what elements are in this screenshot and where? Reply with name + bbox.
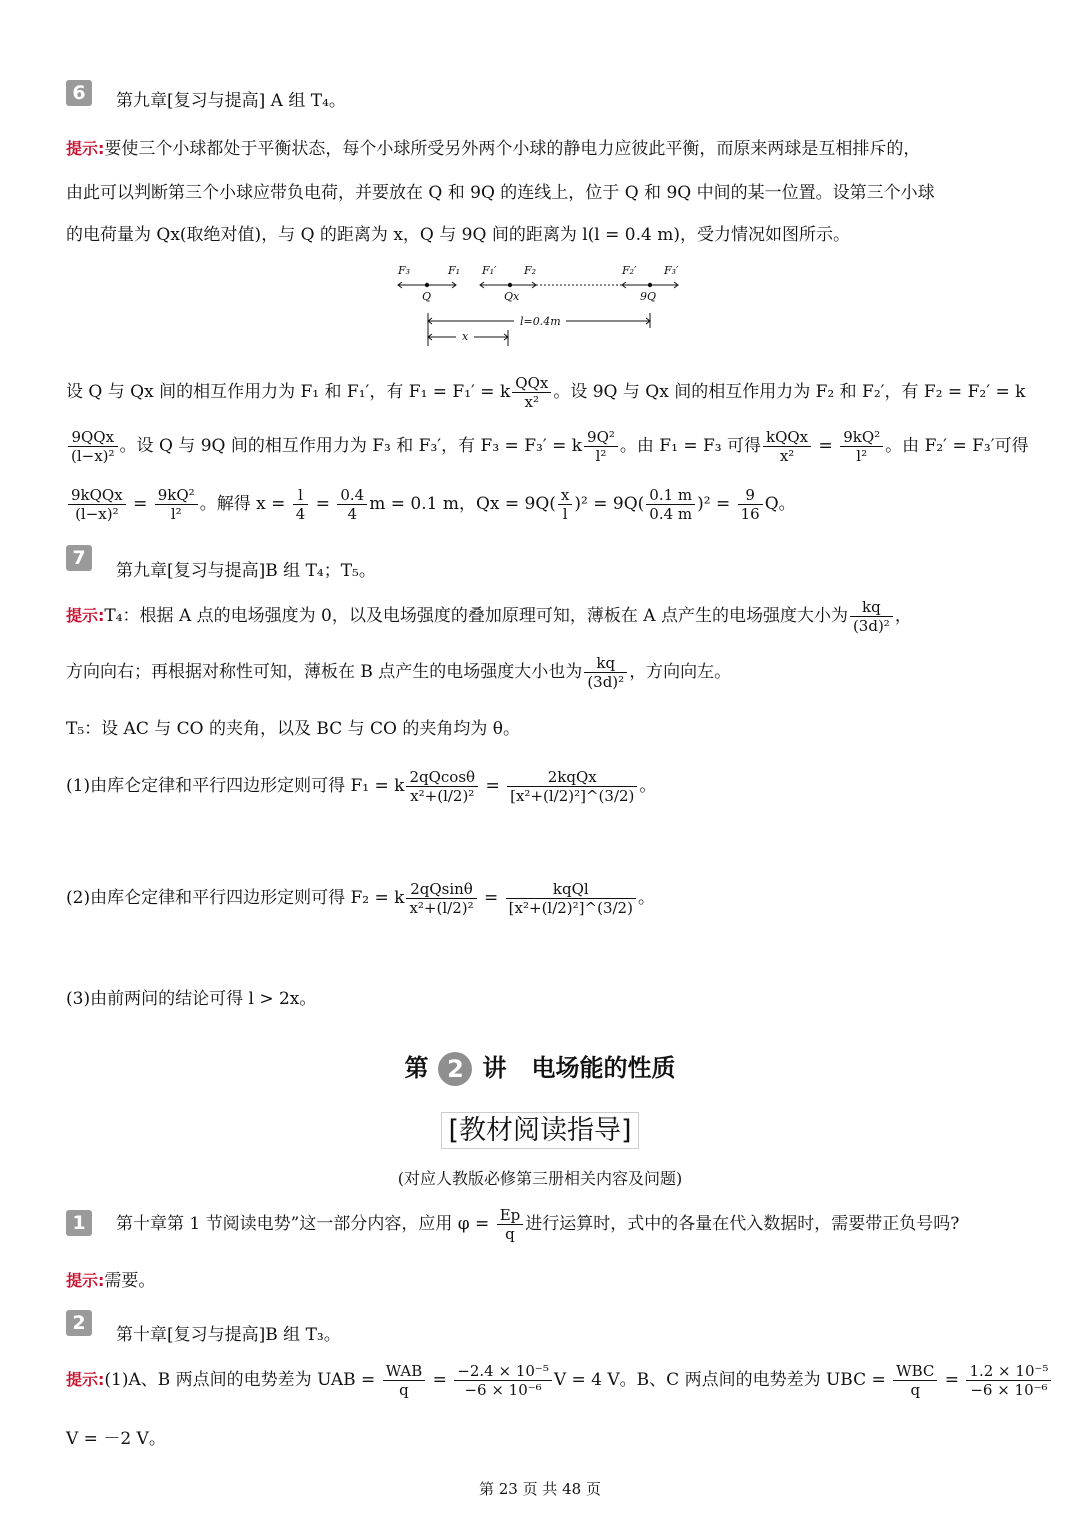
guide-text: [教材阅读指导] bbox=[441, 1112, 638, 1149]
fraction bbox=[840, 428, 883, 465]
text: 。设 Q 与 9Q 间的相互作用力为 F₃ 和 F₃′，有 F₃ = F₃′ = k bbox=[119, 436, 583, 456]
numerator: kqQl bbox=[506, 880, 636, 899]
text: Q。 bbox=[764, 494, 796, 514]
guide-heading bbox=[0, 1108, 1080, 1147]
guide-note: (对应人教版必修第三册相关内容及问题) bbox=[397, 1169, 683, 1188]
numerator: −2.4 × 10⁻⁵ bbox=[454, 1362, 552, 1381]
text: )² = bbox=[697, 494, 736, 514]
question-badge-7: 7 bbox=[66, 545, 92, 571]
numerator: 0.1 m bbox=[646, 486, 695, 505]
equation-line: 提示:(1)A、B 两点间的电势差为 UAB = WAB q = $\frac{\text{−2.4 × 10⁻⁵}}{\text{−6 × 10⁻⁶}}$ V = 4 V。B、C 两点间的电势差为 UBC = WBC q = $\frac{\text{1.2 × 10⁻⁵}}{\text{−6 × 10⁻⁶}}$ bbox=[66, 1362, 1053, 1399]
text: )² = 9Q( bbox=[574, 494, 645, 514]
text: m = 0.1 m，Qx = 9Q( bbox=[369, 494, 556, 514]
denominator: x²+(l/2)² bbox=[410, 787, 475, 805]
numerator: 2qQcosθ bbox=[406, 768, 478, 787]
label-l: l=0.4m bbox=[520, 315, 561, 328]
hint-line bbox=[66, 654, 731, 691]
hint-text: 需要。 bbox=[104, 1271, 156, 1291]
numerator: Ep bbox=[497, 1206, 524, 1225]
fraction bbox=[850, 598, 893, 635]
label-Q: Q bbox=[422, 290, 432, 303]
fraction bbox=[584, 428, 618, 465]
equation-line bbox=[66, 880, 655, 917]
hint-line bbox=[66, 598, 912, 635]
label-F3p: F₃′ bbox=[664, 264, 679, 277]
denominator: l² bbox=[170, 505, 182, 523]
hint-label: 提示: bbox=[66, 606, 105, 625]
label-9Q: 9Q bbox=[640, 290, 657, 303]
question-title-1 bbox=[116, 1206, 959, 1243]
label-F1p: F₁′ bbox=[482, 264, 497, 277]
fraction bbox=[68, 428, 118, 465]
fraction bbox=[497, 1206, 524, 1243]
hint-line: (3)由前两问的结论可得 l > 2x。 bbox=[66, 989, 317, 1009]
denominator: −6 × 10⁻⁶ bbox=[970, 1381, 1048, 1399]
fraction bbox=[507, 768, 637, 805]
fraction bbox=[893, 1362, 937, 1399]
question-badge-1: 1 bbox=[66, 1210, 92, 1236]
section-name: 电场能的性质 bbox=[531, 1054, 676, 1082]
denominator: −6 × 10⁻⁶ bbox=[464, 1381, 542, 1399]
numerator: WAB bbox=[383, 1362, 426, 1381]
denominator: (l−x)² bbox=[75, 505, 119, 523]
equation-line: 9kQQx (l−x)² = $\frac{\text{9kQ²}}{\text{l²}}$ 。解得 x = $\frac{l}{4}$ = $\frac{0.4}{4}$ m = 0.1 m，Qx = 9Q( $\frac{x}{l}$ )² = 9Q( $\frac{0.1 m}{0.4 m}$ )² = $\frac{9}{16}$ Q。 bbox=[66, 486, 796, 523]
denominator: 4 bbox=[347, 505, 358, 523]
question-badge-6: 6 bbox=[66, 80, 92, 106]
text: V = 4 V。B、C 两点间的电势差为 UBC = bbox=[553, 1370, 892, 1390]
question-title-7: 第九章[复习与提高]B 组 T₄；T₅。 bbox=[116, 561, 376, 581]
numerator: QQx bbox=[512, 374, 551, 393]
fraction bbox=[155, 486, 198, 523]
fraction bbox=[454, 1362, 552, 1399]
numerator: kq bbox=[584, 654, 627, 673]
text: (1)A、B 两点间的电势差为 UAB = bbox=[104, 1370, 381, 1390]
fraction bbox=[383, 1362, 426, 1399]
fraction bbox=[337, 486, 367, 523]
denominator: q bbox=[910, 1381, 921, 1399]
denominator: x² bbox=[524, 393, 540, 411]
text: ， bbox=[894, 606, 912, 626]
numerator: 9 bbox=[738, 486, 763, 505]
fraction bbox=[738, 486, 763, 523]
fraction bbox=[406, 880, 476, 917]
denominator: 16 bbox=[740, 505, 760, 523]
force-diagram bbox=[390, 258, 700, 350]
denominator: 4 bbox=[295, 505, 306, 523]
hint-line: 由此可以判断第三个小球应带负电荷，并要放在 Q 和 9Q 的连线上，位于 Q 和 9Q 中间的某一位置。设第三个小球 bbox=[66, 183, 935, 203]
fraction bbox=[293, 486, 309, 523]
fraction bbox=[406, 768, 478, 805]
denominator: q bbox=[399, 1381, 409, 1399]
fraction bbox=[558, 486, 572, 523]
text: 方向向右；再根据对称性可知，薄板在 B 点产生的电场强度大小也为 bbox=[66, 662, 583, 682]
numerator: 9kQQx bbox=[68, 486, 126, 505]
fraction bbox=[966, 1362, 1051, 1399]
numerator: kQQx bbox=[763, 428, 811, 447]
numerator: x bbox=[558, 486, 572, 505]
label-Qx: Qx bbox=[504, 290, 520, 303]
denominator: x² bbox=[779, 447, 795, 465]
hint-label: 提示: bbox=[66, 139, 105, 158]
denominator: x²+(l/2)² bbox=[409, 899, 474, 917]
label-x: x bbox=[462, 330, 469, 343]
fraction bbox=[512, 374, 551, 411]
text: (2)由库仑定律和平行四边形定则可得 F₂ = k bbox=[66, 888, 405, 908]
fraction bbox=[506, 880, 636, 917]
denominator: (l−x)² bbox=[71, 447, 115, 465]
numerator: WBC bbox=[893, 1362, 937, 1381]
text: 。由 F₂′ = F₃′可得 bbox=[885, 436, 1029, 456]
denominator: l bbox=[562, 505, 568, 523]
hint-line: V = －2 V。 bbox=[66, 1429, 166, 1449]
text: 进行运算时，式中的各量在代入数据时，需要带正负号吗? bbox=[525, 1214, 960, 1234]
hint-label: 提示: bbox=[66, 1271, 105, 1290]
denominator: 0.4 m bbox=[649, 505, 693, 523]
page-footer: 第 23 页 共 48 页 bbox=[478, 1480, 601, 1498]
denominator: l² bbox=[595, 447, 607, 465]
text: = bbox=[813, 436, 839, 456]
numerator: 9kQ² bbox=[840, 428, 883, 447]
label-F1: F₁ bbox=[448, 264, 461, 277]
denominator: [x²+(l/2)²]^(3/2) bbox=[510, 787, 635, 805]
denominator: (3d)² bbox=[587, 673, 625, 691]
section-title bbox=[0, 1048, 1080, 1086]
label-F2p: F₂′ bbox=[622, 264, 637, 277]
text: = bbox=[480, 776, 506, 796]
numerator: 1.2 × 10⁻⁵ bbox=[966, 1362, 1051, 1381]
section-prefix: 第 bbox=[404, 1054, 429, 1082]
numerator: 2kqQx bbox=[507, 768, 637, 787]
text: 设 Q 与 Qx 间的相互作用力为 F₁ 和 F₁′，有 F₁ = F₁′ = k bbox=[66, 382, 511, 402]
text: 。由 F₁ = F₃ 可得 bbox=[619, 436, 761, 456]
label-F3: F₃ bbox=[398, 264, 411, 277]
numerator: 9kQ² bbox=[155, 486, 198, 505]
denominator: q bbox=[505, 1225, 515, 1243]
section-suffix: 讲 bbox=[482, 1054, 507, 1082]
text: 。 bbox=[639, 776, 657, 796]
question-badge-2: 2 bbox=[66, 1310, 92, 1336]
fraction bbox=[646, 486, 695, 523]
section-number-badge: 2 bbox=[438, 1052, 472, 1086]
numerator: 9Q² bbox=[584, 428, 618, 447]
equation-line bbox=[66, 768, 656, 805]
question-title-2: 第十章[复习与提高]B 组 T₃。 bbox=[116, 1325, 341, 1345]
numerator: 9QQx bbox=[68, 428, 118, 447]
numerator: kq bbox=[850, 598, 893, 617]
text: 。设 9Q 与 Qx 间的相互作用力为 F₂ 和 F₂′，有 F₂ = F₂′ = k bbox=[553, 382, 1026, 402]
denominator: [x²+(l/2)²]^(3/2) bbox=[508, 899, 633, 917]
fraction bbox=[584, 654, 627, 691]
denominator: l² bbox=[856, 447, 868, 465]
text: = bbox=[478, 888, 504, 908]
fraction bbox=[763, 428, 811, 465]
denominator: (3d)² bbox=[852, 617, 890, 635]
equation-line bbox=[66, 428, 1029, 465]
equation-line bbox=[66, 374, 1025, 411]
numerator: 2qQsinθ bbox=[406, 880, 476, 899]
hint-line: 的电荷量为 Qx(取绝对值)，与 Q 的距离为 x，Q 与 9Q 间的距离为 l(l = 0.4 m)，受力情况如图所示。 bbox=[66, 225, 850, 245]
text: (1)由库仑定律和平行四边形定则可得 F₁ = k bbox=[66, 776, 405, 796]
hint-line bbox=[66, 134, 920, 159]
hint-label: 提示: bbox=[66, 1370, 105, 1389]
hint-line bbox=[66, 1266, 155, 1291]
fraction bbox=[68, 486, 126, 523]
text: T₄：根据 A 点的电场强度为 0，以及电场强度的叠加原理可知，薄板在 A 点产生的电场强度大小为 bbox=[104, 606, 848, 626]
numerator: 0.4 bbox=[337, 486, 367, 505]
label-F2: F₂ bbox=[524, 264, 537, 277]
text: 。解得 x = bbox=[199, 494, 291, 514]
question-title-6: 第九章[复习与提高] A 组 T₄。 bbox=[116, 91, 346, 111]
numerator: l bbox=[293, 486, 309, 505]
hint-text: 要使三个小球都处于平衡状态，每个小球所受另外两个小球的静电力应彼此平衡，而原来两球是互相排斥的， bbox=[104, 139, 921, 159]
hint-line: T₅：设 AC 与 CO 的夹角，以及 BC 与 CO 的夹角均为 θ。 bbox=[66, 719, 521, 739]
text: 。 bbox=[637, 888, 655, 908]
text: ，方向向左。 bbox=[629, 662, 732, 682]
text: 第十章第 1 节阅读电势”这一部分内容，应用 φ = bbox=[116, 1214, 495, 1234]
